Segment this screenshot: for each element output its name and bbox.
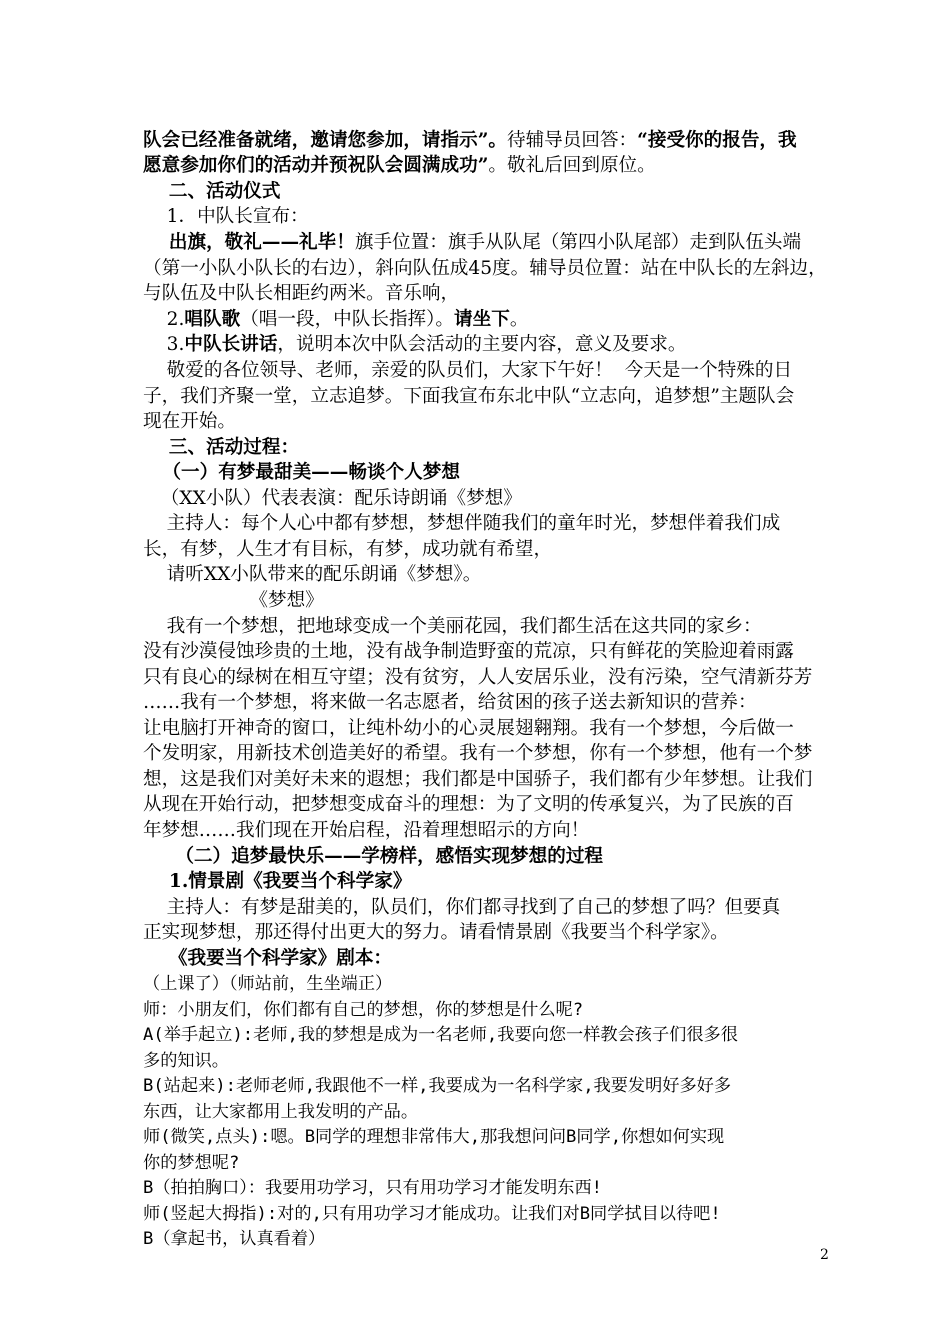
text-run: 现在开始。 [143, 411, 236, 432]
text-run: 主持人：每个人心中都有梦想，梦想伴随我们的童年时光，梦想伴着我们成 [143, 513, 781, 534]
text-run: 年梦想……我们现在开始启程，沿着理想昭示的方向！ [143, 820, 590, 841]
text-line [143, 947, 392, 971]
text-line [143, 487, 522, 511]
bold-text-run: 愿意参加你们的活动并预祝队会圆满成功” [143, 155, 489, 176]
bold-text-run: 中队长讲话 [184, 334, 278, 355]
text-run: 与队伍及中队长相距约两米。音乐响， [143, 283, 460, 304]
text-run: ……我有一个梦想，将来做一名志愿者，给贫困的孩子送去新知识的营养： [143, 692, 757, 713]
text-line [143, 129, 797, 153]
text-run: 你的梦想呢? [143, 1153, 240, 1173]
text-run: 多的知识。 [143, 1051, 229, 1071]
text-line [143, 1125, 724, 1149]
text-line [143, 1151, 239, 1175]
text-run: 《梦想》 [143, 590, 324, 611]
text-run: 师(微笑,点头):嗯。B同学的理想非常伟大,那我想问问B同学,你想如何实现 [143, 1127, 725, 1147]
bold-text-run: 队会已经准备就绪，邀请您参加，请指示”。 [143, 130, 507, 151]
text-line [143, 333, 686, 357]
bold-text-run: 《我要当个科学家》剧本： [143, 948, 393, 969]
text-line [143, 1227, 325, 1251]
text-run: 旗手位置：旗手从队尾（第四小队尾部）走到队伍头端 [354, 232, 802, 253]
text-run: 没有沙漠侵蚀珍贵的土地，没有战争制造野蛮的荒凉，只有鲜花的笑脸迎着雨露 [143, 641, 794, 662]
text-line [143, 870, 411, 894]
text-run: B(站起来):老师老师,我跟他不一样,我要成为一名科学家,我要发明好多好多 [143, 1076, 732, 1096]
text-run: 从现在开始行动，把梦想变成奋斗的理想：为了文明的传承复兴，为了民族的百 [143, 794, 794, 815]
text-run: 。 [509, 309, 529, 330]
text-run: 正实现梦想，那还得付出更大的努力。请看情景剧《我要当个科学家》。 [143, 922, 729, 943]
text-line [143, 154, 656, 178]
text-line [143, 1074, 731, 1098]
text-line [143, 461, 460, 485]
bold-text-run: 请坐下 [454, 309, 510, 330]
text-line [143, 308, 528, 332]
text-line [143, 640, 794, 664]
text-line [143, 180, 280, 204]
text-line [143, 1202, 721, 1226]
text-line [143, 615, 762, 639]
bold-text-run: 二、活动仪式 [143, 181, 281, 202]
bold-text-run: 唱队歌 [184, 309, 241, 330]
text-line [143, 742, 812, 766]
text-run: 师：小朋友们，你们都有自己的梦想，你的梦想是什么呢? [143, 1000, 584, 1020]
text-run: 3. [143, 334, 185, 355]
text-run: 子，我们齐聚一堂，立志追梦。下面我宣布东北中队“立志向，追梦想”主题队会 [143, 386, 795, 407]
text-run: 只有良心的绿树在相互守望；没有贫穷，人人安居乐业，没有污染，空气清新芬芳 [143, 667, 813, 688]
text-run: 请听XX小队带来的配乐朗诵《梦想》。 [143, 564, 482, 585]
text-line [143, 1049, 229, 1073]
text-run: （第一小队小队长的右边），斜向队伍成45度。辅导员位置：站在中队长的左斜边， [143, 258, 827, 279]
text-run: 个发明家，用新技术创造美好的希望。我有一个梦想，你有一个梦想，他有一个梦 [143, 743, 813, 764]
bold-text-run: 出旗，敬礼——礼毕！ [143, 232, 355, 253]
text-run: 2. [143, 309, 185, 330]
text-run: 东西，让大家都用上我发明的产品。 [143, 1102, 419, 1122]
text-line [143, 691, 757, 715]
text-line [143, 282, 459, 306]
text-line [143, 359, 792, 383]
text-run: 想，这是我们对美好未来的遐想；我们都是中国骄子，我们都有少年梦想。让我们 [143, 769, 813, 790]
text-run: 1．中队长宣布： [143, 206, 309, 227]
text-run: 让电脑打开神奇的窗口，让纯朴幼小的心灵展翅翱翔。我有一个梦想，今后做一 [143, 718, 794, 739]
text-line [143, 512, 780, 536]
text-line [143, 1176, 602, 1200]
text-line [143, 1023, 738, 1047]
text-run: 长，有梦，人生才有目标，有梦，成功就有希望， [143, 539, 553, 560]
text-line [143, 896, 780, 920]
text-line [143, 205, 309, 229]
bold-text-run: 1.情景剧《我要当个科学家》 [143, 871, 412, 892]
text-run: （XX小队）代表表演：配乐诗朗诵《梦想》 [143, 488, 522, 509]
text-line [143, 998, 583, 1022]
text-line [143, 972, 392, 996]
text-line [143, 563, 481, 587]
text-run: 待辅导员回答： [506, 130, 638, 151]
bold-text-run: （一）有梦最甜美——畅谈个人梦想 [143, 462, 460, 483]
text-line [143, 819, 589, 843]
text-run: （上课了）（师站前，生坐端正） [143, 974, 393, 994]
text-run: B（拿起书，认真看着） [143, 1229, 326, 1249]
text-run: 师(竖起大拇指):对的,只有用功学习才能成功。让我们对B同学拭目以待吧! [143, 1204, 721, 1224]
text-line [143, 666, 812, 690]
bold-text-run: （二）追梦最快乐——学榜样，感悟实现梦想的过程 [143, 846, 604, 867]
text-run: 敬爱的各位领导、老师，亲爱的队员们，大家下午好！ 今天是一个特殊的日 [143, 360, 793, 381]
text-line [143, 538, 552, 562]
bold-text-run: “接受你的报告，我 [637, 130, 797, 151]
text-line [143, 717, 794, 741]
text-line [143, 589, 324, 613]
text-run: 。敬礼后回到原位。 [488, 155, 656, 176]
text-line [143, 385, 794, 409]
text-line [143, 1100, 418, 1124]
text-run: 主持人：有梦是甜美的，队员们，你们都寻找到了自己的梦想了吗？但要真 [143, 897, 781, 918]
text-run: （唱一段，中队长指挥）。 [240, 309, 455, 330]
text-run: A(举手起立):老师,我的梦想是成为一名老师,我要向您一样教会孩子们很多很 [143, 1025, 738, 1045]
text-line [143, 793, 794, 817]
page-number: 2 [820, 1247, 829, 1263]
text-line [143, 410, 236, 434]
text-line [143, 768, 812, 792]
text-line [143, 231, 801, 255]
text-line [143, 436, 299, 460]
bold-text-run: 三、活动过程： [143, 437, 300, 458]
text-line [143, 257, 827, 281]
text-run: B（拍拍胸口）：我要用功学习，只有用功学习才能发明东西! [143, 1178, 602, 1198]
text-line [143, 845, 603, 869]
text-run: ，说明本次中队会活动的主要内容，意义及要求。 [277, 334, 687, 355]
text-run: 我有一个梦想，把地球变成一个美丽花园，我们都生活在这共同的家乡： [143, 616, 762, 637]
text-line [143, 921, 729, 945]
